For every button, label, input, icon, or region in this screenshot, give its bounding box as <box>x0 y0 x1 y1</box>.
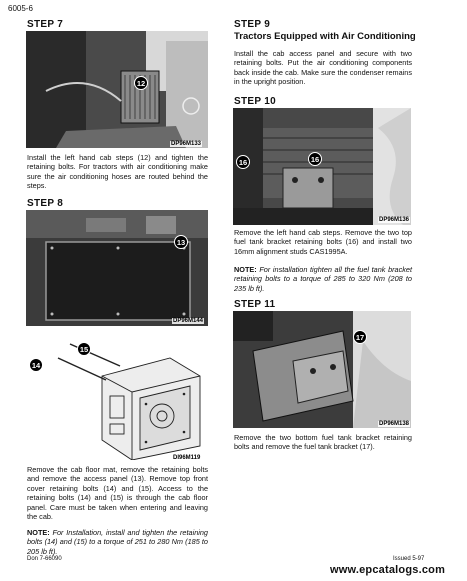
step10-note-label: NOTE: <box>234 265 257 274</box>
step10-note <box>234 265 412 293</box>
step7-callout: 12 <box>134 76 148 90</box>
watermark: www.epcatalogs.com <box>330 564 446 576</box>
step7-text: Install the left hand cab steps (12) and tighten the retaining bolts. For tractors with air conditioning make sure the air conditioning hoses are routed behind the steps. <box>27 153 208 191</box>
step7-photo-code: DP96M133 <box>171 141 202 147</box>
step11-heading: STEP 11 <box>234 299 276 310</box>
step8-heading: STEP 8 <box>27 198 64 209</box>
step9-subtitle: Tractors Equipped with Air Conditioning <box>234 31 416 42</box>
step8-note <box>27 528 208 556</box>
doc-code: Don 7-66090 <box>27 556 62 562</box>
step8-note-text: For Installation, install and tighten the retaining bolts (14) and (15) to a torque of 251 to 280 Nm (185 to 205 lb ft). <box>27 528 208 556</box>
step8-photo <box>26 210 208 326</box>
step11-photo <box>233 311 411 428</box>
step9-text: Install the cab access panel and secure with two retaining bolts. Put the air conditioning components back inside the cab. Make sure the condenser remains in the upright position. <box>234 49 412 87</box>
step9-heading: STEP 9 <box>234 19 271 30</box>
step7-photo <box>26 31 208 148</box>
step10-photo <box>233 108 411 225</box>
step7-heading: STEP 7 <box>27 19 64 30</box>
step8-callout-a: 14 <box>29 358 43 372</box>
step10-heading: STEP 10 <box>234 96 276 107</box>
step8-note-label: NOTE: <box>27 528 50 537</box>
issued-date: Issued 5-97 <box>393 556 425 562</box>
step8-text: Remove the cab floor mat, remove the retaining bolts and remove the access panel (13). Remove top front cover retaining bolts (14) and (15). Access to the retaining bolts (14) and (15) is through the cab floor panel. Care must be taken when entering and leaving the cab. <box>27 465 208 522</box>
step10-photo-code: DP96M136 <box>379 217 410 223</box>
step8-photo-code: DP96M144 <box>173 318 204 324</box>
step11-photo-code: DP96M138 <box>379 421 410 427</box>
step8-callout-b: 15 <box>77 342 91 356</box>
step8-callout-panel: 13 <box>174 235 188 249</box>
step10-callout-b: 16 <box>308 152 322 166</box>
step8-drawing-code: DI96M119 <box>173 455 201 461</box>
step10-text: Remove the left hand cab steps. Remove the two top fuel tank bracket retaining bolts (16) and install two 16mm alignment studs CAS1995A. <box>234 228 412 256</box>
step11-text: Remove the two bottom fuel tank bracket retaining bolts and remove the fuel tank bracket (17). <box>234 433 412 452</box>
step10-note-text: For installation tighten all the fuel tank bracket retaining bolts to a torque of 285 to 320 Nm (208 to 235 lb ft). <box>234 265 412 293</box>
step11-callout: 17 <box>353 330 367 344</box>
step10-callout-a: 16 <box>236 155 250 169</box>
page-number: 6005-6 <box>8 4 33 13</box>
step8-drawing <box>50 336 208 460</box>
